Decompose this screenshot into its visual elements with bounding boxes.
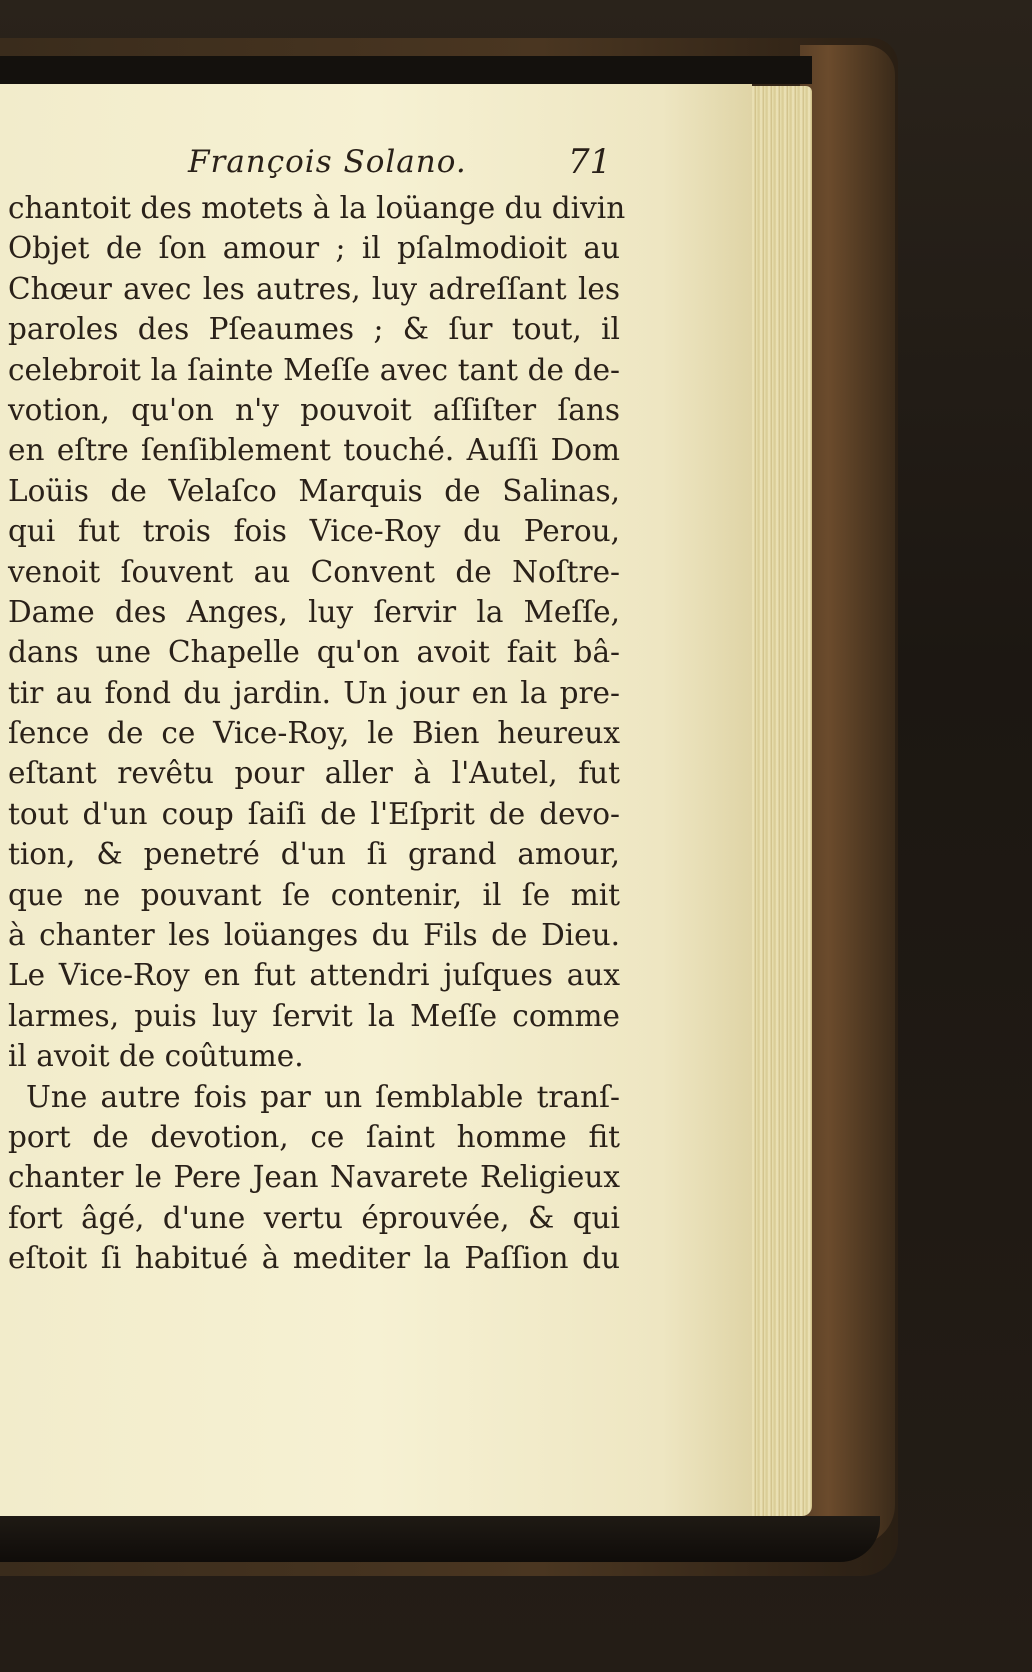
text-line: votion, qu'on n'y pouvoit aſſiſter ſans bbox=[8, 392, 620, 427]
text-line: paroles des Pſeaumes ; & ſur tout, il bbox=[8, 312, 620, 347]
paragraph-start-line: Une autre fois par un ſemblable tranſ- bbox=[26, 1079, 620, 1114]
text-line: tion, & penetré d'un ſi grand amour, bbox=[8, 837, 620, 872]
text-line: eſtant revêtu pour aller à l'Autel, fut bbox=[8, 756, 620, 791]
page-top-shadow bbox=[0, 56, 812, 84]
text-line: venoit ſouvent au Convent de Noſtre- bbox=[8, 554, 620, 589]
text-line: Loüis de Velaſco Marquis de Salinas, bbox=[8, 473, 620, 508]
text-line: port de devotion, ce ſaint homme fit bbox=[8, 1119, 620, 1154]
text-line: fort âgé, d'une vertu éprouvée, & qui bbox=[8, 1200, 620, 1235]
text-line: Objet de ſon amour ; il pſalmodioit au bbox=[8, 231, 620, 266]
page-bottom-shadow bbox=[0, 1516, 880, 1562]
text-line: chantoit des motets à la loüange du divin bbox=[8, 191, 626, 225]
text-line: celebroit la ſainte Meſſe avec tant de de- bbox=[8, 352, 620, 387]
text-line: larmes, puis luy ſervit la Meſſe comme bbox=[8, 998, 620, 1033]
page-header bbox=[8, 140, 633, 188]
text-line: tout d'un coup ſaiſi de l'Eſprit de devo- bbox=[8, 796, 620, 831]
text-line: dans une Chapelle qu'on avoit fait bâ- bbox=[8, 635, 620, 670]
text-line: que ne pouvant ſe contenir, il ſe mit bbox=[8, 877, 620, 912]
text-line: tir au fond du jardin. Un jour en la pre- bbox=[8, 675, 620, 710]
text-line: en eſtre ſenſiblement touché. Auſſi Dom bbox=[8, 433, 620, 468]
text-line: Dame des Anges, luy ſervir la Meſſe, bbox=[8, 594, 620, 629]
text-line: à chanter les loüanges du Fils de Dieu. bbox=[8, 918, 620, 953]
text-line: Chœur avec les autres, luy adreſſant les bbox=[8, 271, 620, 306]
text-line: Le Vice-Roy en fut attendri juſques aux bbox=[8, 958, 620, 993]
text-line: eſtoit ſi habitué à mediter la Paſſion du bbox=[8, 1241, 620, 1276]
running-title: François Solano. bbox=[188, 144, 467, 180]
page-text-block bbox=[8, 140, 633, 1279]
book-spine-edge bbox=[800, 45, 895, 1545]
text-line: qui fut trois fois Vice-Roy du Perou, bbox=[8, 514, 620, 549]
page-number: 71 bbox=[568, 142, 612, 182]
text-line: chanter le Pere Jean Navarete Religieux bbox=[8, 1160, 620, 1195]
text-line: ſence de ce Vice-Roy, le Bien heureux bbox=[8, 716, 620, 751]
paragraph-end-line: il avoit de coûtume. bbox=[8, 1039, 304, 1074]
